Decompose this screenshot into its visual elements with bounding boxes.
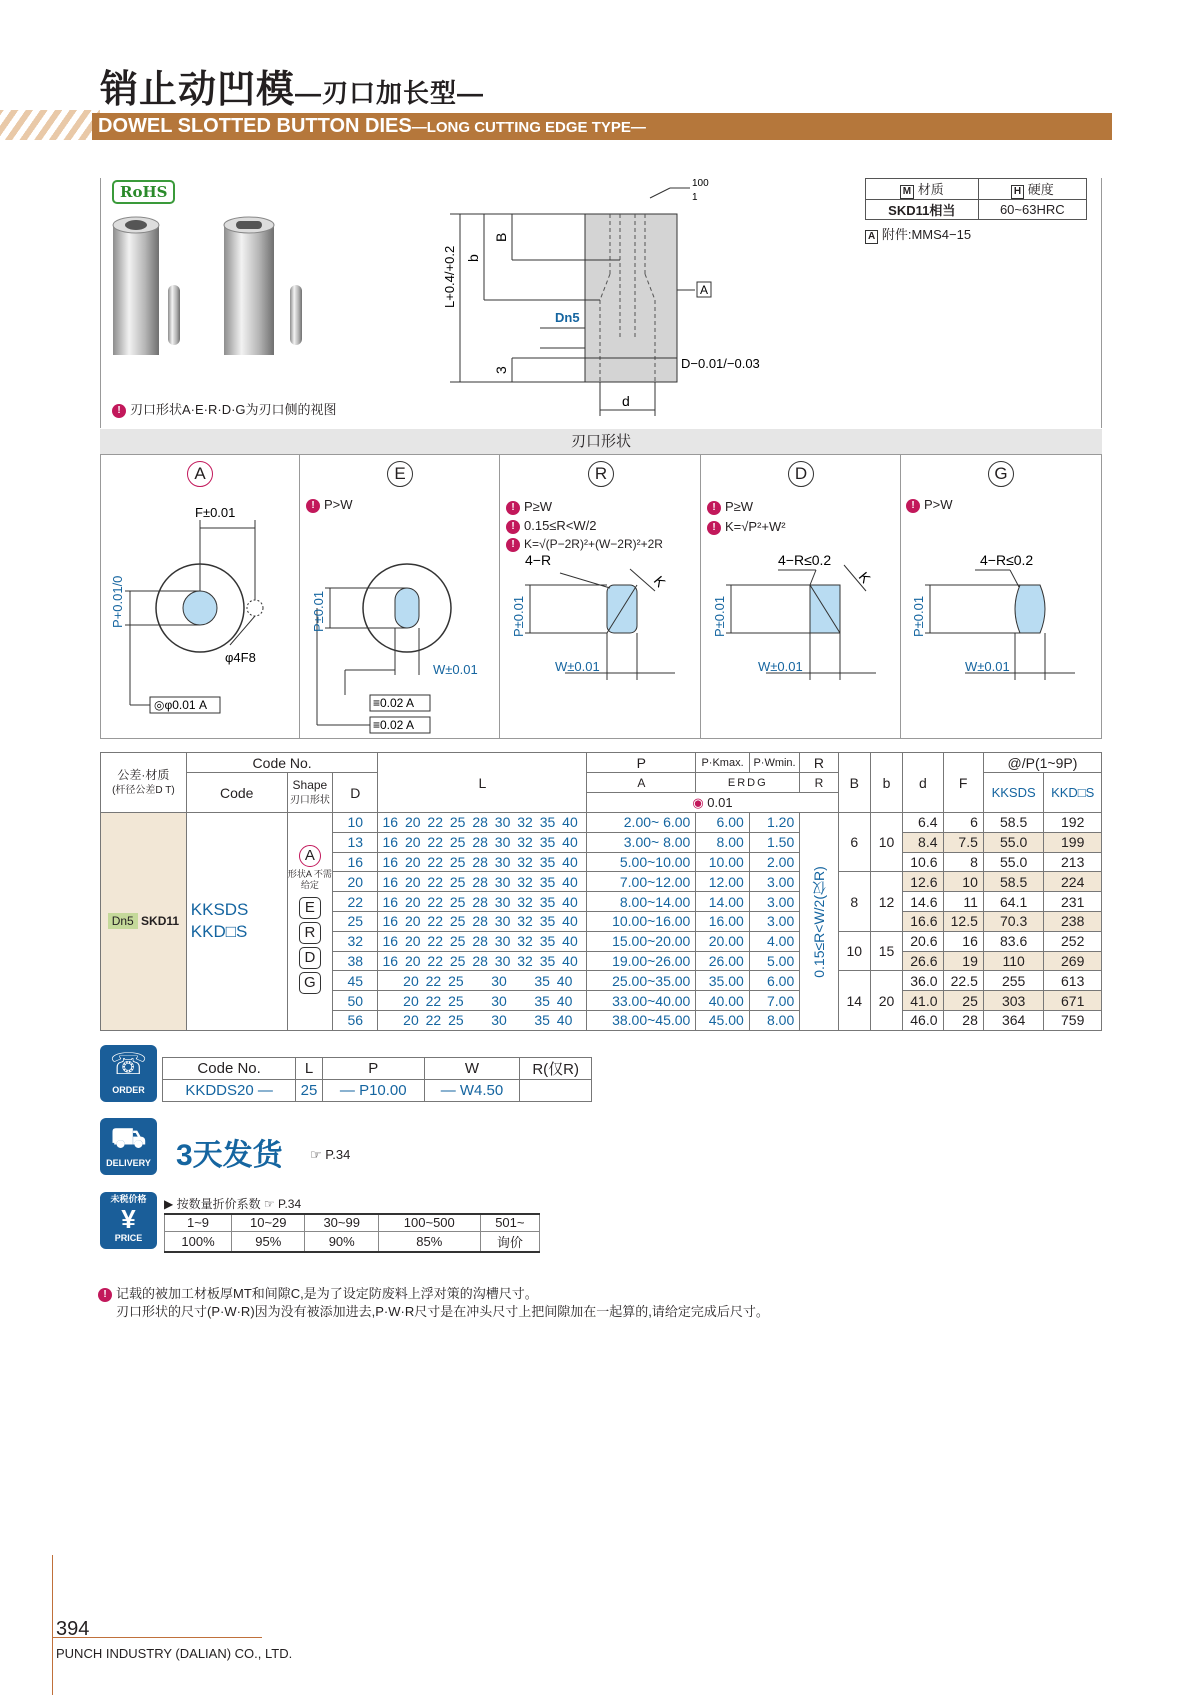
price-rate: 85% [378, 1231, 480, 1252]
shape-g-r: 4−R≤0.2 [980, 552, 1034, 568]
shape-a-letter: A [187, 461, 213, 487]
price-rate: 询价 [480, 1231, 539, 1252]
shape-e-letter: E [387, 461, 413, 487]
shape-g-p: P±0.01 [911, 595, 926, 637]
company-name: PUNCH INDUSTRY (DALIAN) CO., LTD. [56, 1646, 293, 1661]
page-number: 394 [56, 1618, 90, 1640]
shape-e-p: P±0.01 [311, 590, 326, 632]
shape-r-p: P±0.01 [511, 595, 526, 637]
dim-dn5: Dn5 [555, 310, 580, 325]
shape-e-sym2: ≡0.02 A [373, 718, 415, 732]
price-icon: 未税价格 ¥ PRICE [100, 1192, 157, 1249]
table-row: 56 20 22 25 30 35 40 38.00~45.00 45.00 8.00 46.0 28 364 759 [101, 1010, 1102, 1030]
shape-e-drawing [305, 520, 500, 735]
shape-r-k: K [650, 572, 669, 591]
datum-a: A [700, 283, 709, 297]
shape-r-drawing [505, 555, 700, 685]
title-banner: DOWEL SLOTTED BUTTON DIES—LONG CUTTING EDGE TYPE— [92, 113, 1112, 140]
delivery-icon: ⛟ DELIVERY [100, 1118, 157, 1175]
shape-d-drawing [706, 535, 901, 685]
accessory: A 附件:MMS4−15 [865, 224, 971, 244]
shape-d-p: P±0.01 [712, 595, 727, 637]
roughness: 100 [692, 178, 709, 189]
roughness-2: 1 [692, 192, 698, 203]
price-rate: 90% [305, 1231, 378, 1252]
dimension-drawing [440, 178, 760, 418]
shape-g-letter: G [988, 461, 1014, 487]
photo-note: ! 刃口形状A·E·R·D·G为刃口侧的视图 [112, 399, 337, 418]
price-qty: 100~500 [378, 1214, 480, 1231]
shape-d-conds: ! P≥W ! K=√P²+W² [707, 497, 786, 537]
shape-r-r: 4−R [525, 555, 552, 568]
table-row: 50 20 22 25 30 35 40 33.00~40.00 40.00 7.00 41.0 25 303 671 [101, 991, 1102, 1011]
shape-g-drawing [905, 535, 1100, 685]
footnote: ! 记载的被加工材板厚MT和间隙C,是为了设定防废料上浮对策的沟槽尺寸。 刃口形状的尺寸(P·W·R)因为没有被添加进去,P·W·R尺寸是在冲头尺寸上把间隙加在一起算的,请给定完成后尺寸。 [98, 1285, 769, 1321]
table-row: 16 16 20 22 25 28 30 32 35 40 5.00~10.00 10.00 2.00 10.6 8 55.0 213 [101, 852, 1102, 872]
shape-a-p: P+0.01/0 [110, 575, 125, 628]
price-qty: 501~ [480, 1214, 539, 1231]
shape-d-letter: D [788, 461, 814, 487]
price-qty: 1~9 [165, 1214, 232, 1231]
table-row: 32 16 20 22 25 28 30 32 35 40 15.00~20.00 20.00 4.00 10 15 20.6 16 83.6 252 [101, 931, 1102, 951]
shape-r-w: W±0.01 [555, 659, 600, 674]
delivery-ref: ☞ P.34 [310, 1147, 351, 1162]
dim-b: b [465, 254, 481, 262]
table-row: Dn5 SKD11 KKSDS KKD□S A 形状A 不需给定 E R D G 10 16 20 22 25 28 30 32 35 40 2.00~ 6.00 6.00 1.20 0.15≤R<W/2(仅R) 6 10 6.4 6 58.5 192 [101, 813, 1102, 833]
page-title: 销止动凹模—刃口加长型— [100, 69, 485, 111]
shape-r-letter: R [588, 461, 614, 487]
dim-D: D−0.01/−0.03 [681, 356, 760, 371]
title-stripes [0, 110, 100, 140]
shape-r-conds: ! P≥W ! 0.15≤R<W/2 ! K=√(P−2R)²+(W−2R)²+2R [506, 497, 663, 554]
price-table [164, 1213, 540, 1253]
order-icon: ☏ ORDER [100, 1045, 157, 1102]
shape-d-w: W±0.01 [758, 659, 803, 674]
product-photo [108, 215, 323, 365]
shape-e-sym1: ≡0.02 A [373, 696, 415, 710]
shape-e-cond: ! P>W [306, 497, 353, 513]
shape-a-f: F±0.01 [195, 505, 236, 520]
price-qty: 30~99 [305, 1214, 378, 1231]
order-table: Code No. L P W R(仅R) KKDDS20 — 25 — P10.00 — W4.50 [162, 1057, 592, 1102]
footer-line [52, 1637, 262, 1638]
dim-3: 3 [493, 366, 509, 374]
spec-table: 公差·材质 (杆径公差D T) Code No. L P P·Kmax. P·Wmin. R B b d F @/P(1~9P) Code Shape 刃口形状 D A ERDG R KKSDS KKD□S ◉ 0.01 Dn5 SKD11 KKSDS KKD□S A 形状A 不需给定 E R D G 10 16 20 22 25 28 30 32 35 40 2.00~ 6.00 6.00 1.20 0.15≤R<W/2(仅R) 6 10 6.4 6 58.5 192 13 16 20 22 25 28 30 32 35 40 3.00~ 8.00 8.00 1.50 8.4 7.5 55.0 199 16 16 20 22 25 28 30 32 35 40 5.00~10.00 10.00 2.00 10.6 8 55.0 213 20 16 20 22 25 28 30 32 35 40 7.00~12.00 12.00 3.00 8 12 12.6 10 58.5 224 22 16 20 22 25 28 30 32 35 40 8.00~14.00 14.00 3.00 14.6 11 64.1 231 25 16 20 22 25 28 30 32 35 40 10.00~16.00 16.00 3.00 16.6 12.5 70.3 238 32 16 20 22 25 28 30 32 35 40 15.00~20.00 20.00 4.00 10 15 20.6 16 83.6 252 38 16 20 22 25 28 30 32 35 40 19.00~26.00 26.00 5.00 26.6 19 110 269 45 20 22 25 30 35 40 25.00~35.00 35.00 6.00 14 20 36.0 22.5 255 613 50 20 22 25 30 35 40 33.00~40.00 40.00 7.00 41.0 25 303 671 56 20 22 25 30 35 40 38.00~45.00 45.00 8.00 46.0 28 364 759 [100, 752, 1102, 1031]
price-qty: 10~29 [232, 1214, 305, 1231]
shape-a-drawing [105, 500, 300, 720]
material-table: M 材质 H 硬度 SKD11相当 60~63HRC [865, 178, 1087, 220]
shape-a-phi: φ4F8 [225, 650, 256, 665]
dim-d: d [622, 393, 630, 409]
table-row: 45 20 22 25 30 35 40 25.00~35.00 35.00 6.00 14 20 36.0 22.5 255 613 [101, 971, 1102, 991]
price-title: ▶ 按数量折价系数 ☞ P.34 [164, 1197, 302, 1211]
shape-d-r: 4−R≤0.2 [778, 552, 832, 568]
dim-B: B [493, 232, 509, 242]
table-row: 22 16 20 22 25 28 30 32 35 40 8.00~14.00 14.00 3.00 14.6 11 64.1 231 [101, 892, 1102, 912]
shape-g-w: W±0.01 [965, 659, 1010, 674]
rohs-badge: RoHS [112, 180, 175, 204]
price-rate: 95% [232, 1231, 305, 1252]
shape-header: 刃口形状 [100, 429, 1102, 455]
table-row: 13 16 20 22 25 28 30 32 35 40 3.00~ 8.00 8.00 1.50 8.4 7.5 55.0 199 [101, 832, 1102, 852]
table-row: 20 16 20 22 25 28 30 32 35 40 7.00~12.00 12.00 3.00 8 12 12.6 10 58.5 224 [101, 872, 1102, 892]
shape-a-conc: ◎φ0.01 A [154, 698, 207, 712]
price-rate: 100% [165, 1231, 232, 1252]
table-row: 25 16 20 22 25 28 30 32 35 40 10.00~16.00 16.00 3.00 16.6 12.5 70.3 238 [101, 911, 1102, 931]
delivery-days: 3天发货 [176, 1139, 283, 1172]
table-row: 38 16 20 22 25 28 30 32 35 40 19.00~26.00 26.00 5.00 26.6 19 110 269 [101, 951, 1102, 971]
dim-L: L+0.4/+0.2 [442, 245, 457, 308]
footer-rule [52, 1555, 53, 1695]
shape-e-w: W±0.01 [433, 662, 478, 677]
shape-d-k: K [855, 568, 874, 587]
shape-g-cond: ! P>W [906, 497, 953, 513]
